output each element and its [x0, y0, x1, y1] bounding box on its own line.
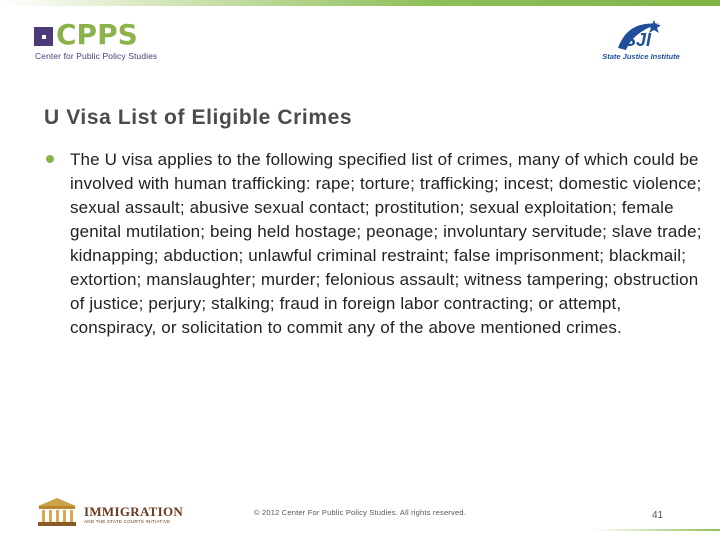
- sji-star-icon: [612, 18, 666, 52]
- copyright-notice: © 2012 Center For Public Policy Studies. All rights reserved.: [254, 508, 466, 517]
- bullet-dot-icon: [46, 155, 54, 163]
- sji-logo-letters: SJI: [624, 30, 652, 50]
- sji-logo-tagline: State Justice Institute: [602, 52, 680, 61]
- slide-title: U Visa List of Eligible Crimes: [44, 106, 353, 129]
- bullet-item: [46, 148, 706, 340]
- immigration-logo-subtitle: AND THE STATE COURTS INITIATIVE: [84, 519, 171, 524]
- cpps-mark-icon: [34, 27, 53, 46]
- immigration-logo: [34, 496, 184, 530]
- cpps-logo: [34, 18, 174, 64]
- cpps-logo-tagline: Center for Public Policy Studies: [35, 51, 158, 61]
- immigration-logo-word: IMMIGRATION: [84, 504, 184, 519]
- bullet-text: The U visa applies to the following specified list of crimes, many of which could be involved with human trafficking: rape; torture; trafficking; incest; domestic violence; sexual assault; abusive sexual contact; prostitution; sexual exploitation; female genital mutilation; being held hostage; peonage; involuntary servitude; slave trade; kidnapping; abduction; unlawful criminal restraint; false imprisonment; blackmail; extortion; manslaughter; murder; felonious assault; witness tampering; obstruction of justice; perjury; stalking; fraud in foreign labor contracting; or attempt, conspiracy, or solicitation to commit any of the above mentioned crimes.: [70, 150, 702, 337]
- top-accent-bar: [0, 0, 720, 6]
- cpps-logo-letters: CPPS: [56, 18, 138, 51]
- courthouse-icon: [34, 496, 80, 528]
- bullet-list: [46, 148, 706, 340]
- bottom-accent-line: [590, 529, 720, 531]
- sji-logo: [596, 18, 682, 66]
- page-number: 41: [652, 510, 664, 521]
